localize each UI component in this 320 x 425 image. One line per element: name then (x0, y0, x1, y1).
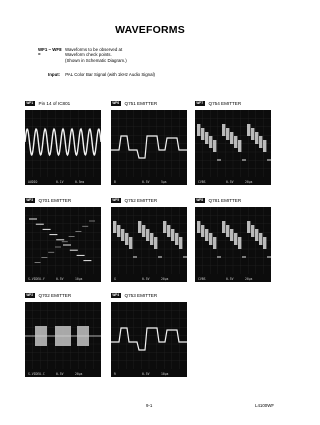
scope-channel: G (114, 276, 116, 281)
waveform-panel-wf6 (111, 100, 187, 185)
waveform-panel-wf8 (195, 197, 271, 282)
model-number: L4100WF (255, 403, 275, 408)
oscilloscope-screen (25, 110, 101, 185)
waveform-badge: WF1 (26, 100, 34, 105)
waveform-badge: WF8 (196, 197, 204, 202)
waveform-legend (38, 47, 127, 63)
scope-channel: CVBS (198, 179, 206, 184)
scope-status-bar (195, 274, 271, 282)
waveform-trace (25, 302, 101, 377)
scope-volts: 0.5V (56, 371, 64, 376)
oscilloscope-screen (111, 110, 187, 185)
scope-channel: R (114, 371, 116, 376)
waveform-caption: Q754 EMITTER (208, 101, 242, 106)
input-value: PAL Color Bar Signal (with 1kHz Audio Signal) (65, 72, 156, 77)
waveform-badge: WF5 (112, 197, 120, 202)
legend-key: WF1 ~ WF8 = (38, 47, 62, 58)
scope-channel: S-VIDEO-Y (28, 276, 45, 281)
scope-time: 10µs (75, 276, 83, 281)
waveform-badge: WF3 (26, 197, 34, 202)
scope-status-bar (25, 274, 101, 282)
scope-status-bar (195, 177, 271, 185)
legend-line: Waveform check points. (65, 52, 112, 58)
waveform-panel-wf7 (195, 100, 271, 185)
scope-time: 20µs (161, 276, 169, 281)
oscilloscope-screen (195, 207, 271, 282)
scope-time: 5µs (161, 179, 167, 184)
waveform-caption: Q701 EMITTER (38, 198, 72, 203)
page-number: 9-1 (146, 403, 153, 408)
waveform-trace (111, 110, 187, 185)
scope-status-bar (111, 274, 187, 282)
waveform-trace (111, 302, 187, 377)
waveform-badge: WF6 (112, 100, 120, 105)
oscilloscope-screen (195, 110, 271, 185)
scope-volts: 0.5V (142, 276, 150, 281)
input-label: Input: (48, 72, 61, 77)
scope-volts: 0.5V (56, 276, 64, 281)
scope-channel: AUDIO (28, 179, 38, 184)
waveform-caption: Q753 EMITTER (124, 293, 158, 298)
scope-volts: 0.5V (142, 179, 150, 184)
scope-volts: 0.5V (226, 276, 234, 281)
scope-time: 20µs (245, 179, 253, 184)
scope-volts: 0.5V (142, 371, 150, 376)
waveform-caption: Q751 EMITTER (124, 101, 158, 106)
scope-volts: 0.1V (56, 179, 64, 184)
waveform-trace (195, 207, 271, 282)
waveform-badge: WF2 (26, 292, 34, 297)
input-description (48, 72, 155, 77)
scope-status-bar (111, 177, 187, 185)
waveform-panel-wf1 (25, 100, 101, 185)
oscilloscope-screen (25, 207, 101, 282)
waveform-trace (25, 110, 101, 185)
waveform-caption: Pin 14 of IC801 (38, 101, 71, 106)
waveform-caption: Q781 EMITTER (208, 198, 242, 203)
waveform-badge: WF4 (112, 292, 120, 297)
waveform-trace (111, 207, 187, 282)
scope-volts: 0.5V (226, 179, 234, 184)
page-title: WAVEFORMS (115, 24, 185, 36)
waveform-trace (25, 207, 101, 282)
oscilloscope-screen (111, 207, 187, 282)
waveform-caption: Q752 EMITTER (124, 198, 158, 203)
scope-channel: CVBS (198, 276, 206, 281)
scope-time: 0.5ms (75, 179, 85, 184)
waveform-panel-wf3 (25, 197, 101, 282)
oscilloscope-screen (25, 302, 101, 377)
scope-time: 10µs (161, 371, 169, 376)
waveform-caption: Q702 EMITTER (38, 293, 72, 298)
scope-time: 20µs (245, 276, 253, 281)
scope-time: 20µs (75, 371, 83, 376)
oscilloscope-screen (111, 302, 187, 377)
scope-status-bar (25, 177, 101, 185)
scope-channel: B (114, 179, 116, 184)
scope-status-bar (111, 369, 187, 377)
waveform-panel-wf4 (111, 292, 187, 377)
legend-line: Waveforms to be observed at (65, 47, 123, 52)
scope-status-bar (25, 369, 101, 377)
legend-line: (Shown in Schematic Diagram.) (65, 57, 127, 63)
waveform-trace (195, 110, 271, 185)
waveform-panel-wf5 (111, 197, 187, 282)
waveform-badge: WF7 (196, 100, 204, 105)
scope-channel: S-VIDEO-C (28, 371, 45, 376)
waveform-panel-wf2 (25, 292, 101, 377)
